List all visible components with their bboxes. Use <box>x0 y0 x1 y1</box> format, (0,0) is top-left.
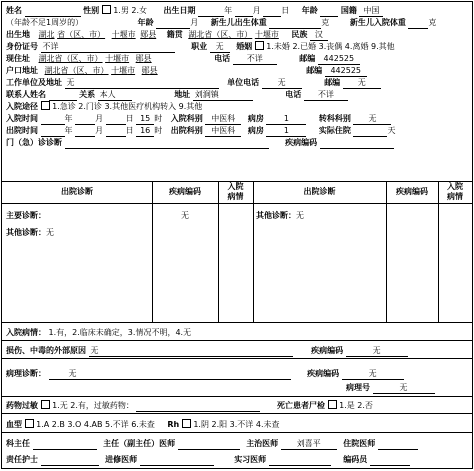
relation-label: 关系 <box>79 90 96 99</box>
divider <box>2 396 472 397</box>
contact-name-field[interactable] <box>49 89 77 101</box>
injury-cause-value[interactable]: 无 <box>89 345 293 357</box>
row-signatures-1 <box>2 438 472 450</box>
sex-checkbox[interactable] <box>102 5 111 14</box>
discharge-dept-label: 出院科别 <box>170 126 203 135</box>
discharge-hour-unit: 时 <box>154 126 163 135</box>
transfer-dept-value[interactable]: 无 <box>353 113 391 125</box>
table-col-divider <box>386 181 387 323</box>
chief-physician-field[interactable] <box>178 438 240 450</box>
dept-director-field[interactable] <box>33 438 97 450</box>
discharge-month-field[interactable] <box>75 125 95 137</box>
table-col-divider <box>218 181 219 323</box>
table-col-divider <box>253 181 254 323</box>
birthplace-city-unit: 市 <box>127 30 136 39</box>
admit-month-field[interactable] <box>75 113 95 125</box>
age-field[interactable] <box>320 5 338 17</box>
rh-checkbox[interactable] <box>182 419 191 428</box>
admission-route-label: 入院途径 <box>6 102 38 111</box>
pathology-label: 病理诊断： <box>6 369 46 378</box>
autopsy-label: 死亡患者尸检 <box>277 401 325 410</box>
nurse-field[interactable] <box>41 454 99 466</box>
sex-label: 性别 <box>83 6 100 15</box>
row-drug-allergy <box>2 400 472 412</box>
discharge-hour-value[interactable]: 16 <box>136 125 154 137</box>
hukou-province[interactable]: 湖北 <box>44 66 61 75</box>
discharge-dept-value[interactable]: 中医科 <box>205 125 241 137</box>
dob-month-field[interactable] <box>235 5 253 17</box>
dob-label: 出生日期 <box>163 6 196 15</box>
row-current-address <box>2 53 472 65</box>
header-condition-left <box>218 182 253 202</box>
drug-allergy-label: 药物过敏 <box>6 401 38 410</box>
hukou-zip-label: 邮编 <box>306 66 323 75</box>
occupation-value[interactable]: 无 <box>210 41 230 53</box>
row-work-unit <box>2 77 472 89</box>
contact-address-label: 地址 <box>174 90 191 99</box>
header-condition-line1: 入院 <box>227 182 244 191</box>
row-contact <box>2 89 472 101</box>
marital-checkbox[interactable] <box>255 41 264 50</box>
rh-options: 1.阴 2.阳 3.不详 4.未查 <box>193 420 280 429</box>
clinic-diagnosis-label: 门（急）诊诊断 <box>6 138 62 147</box>
dob-month-unit: 月 <box>252 6 261 15</box>
admission-route-options: 1.急诊 2.门诊 3.其他医疗机构转入 9.其他 <box>52 102 203 111</box>
transfer-dept-label: 转科科别 <box>318 114 351 123</box>
dob-year-field[interactable] <box>198 5 224 17</box>
row-clinic-diagnosis <box>2 137 472 149</box>
injury-cause-label: 损伤、中毒的外部原因 <box>6 346 86 355</box>
divider <box>2 413 472 414</box>
birthplace-county-unit: 县 <box>148 30 157 39</box>
clinic-code-field[interactable] <box>320 137 394 149</box>
admit-year-unit: 年 <box>64 114 73 123</box>
header-condition-line2: 病情 <box>227 192 244 201</box>
residence-city-unit: 市 <box>121 54 130 63</box>
infant-age-label: 年龄 <box>137 18 154 27</box>
attending-physician-label: 主治医师 <box>246 439 279 448</box>
residence-zip-value[interactable]: 442525 <box>318 53 360 65</box>
resident-physician-label: 住院医师 <box>343 439 376 448</box>
admit-month-unit: 月 <box>95 114 104 123</box>
clinic-code-label: 疾病编码 <box>285 138 318 147</box>
drug-allergy-checkbox[interactable] <box>41 400 50 409</box>
discharge-diagnosis-table <box>2 181 472 323</box>
admit-year-field[interactable] <box>41 113 65 125</box>
native-city-unit: 市 <box>270 30 279 39</box>
chief-physician-label: 主任（副主任）医师 <box>103 439 176 448</box>
birthplace-province[interactable]: 湖北 <box>38 30 55 39</box>
row-pathology <box>2 368 472 380</box>
occupation-label: 职业 <box>191 42 208 51</box>
discharge-month-unit: 月 <box>95 126 104 135</box>
stay-days-field[interactable] <box>353 125 387 137</box>
row-infant-info <box>2 17 472 29</box>
admission-dept-label: 入院科别 <box>170 114 203 123</box>
residence-province[interactable]: 湖北 <box>38 54 55 63</box>
hukou-zip-value[interactable]: 442525 <box>325 65 367 77</box>
discharge-day-field[interactable] <box>106 125 126 137</box>
admit-day-field[interactable] <box>106 113 126 125</box>
nationality-value[interactable]: 中国 <box>359 5 383 17</box>
infant-month-unit: 月 <box>190 18 199 27</box>
work-unit-label: 工作单位及地址 <box>6 78 62 87</box>
row-admission-route <box>2 101 472 112</box>
native-place-label: 籍贯 <box>166 30 183 39</box>
work-zip-value[interactable]: 无 <box>343 77 381 89</box>
discharge-year-unit: 年 <box>64 126 73 135</box>
main-diagnosis-code[interactable]: 无 <box>181 211 189 220</box>
work-unit-value[interactable]: 无 <box>65 77 219 89</box>
pathology-value[interactable]: 无 <box>49 368 291 380</box>
dob-day-unit: 日 <box>281 6 290 15</box>
discharge-time-label: 出院时间 <box>6 126 38 135</box>
id-number-value[interactable]: 不详 <box>41 41 175 53</box>
row-blood-type <box>2 419 472 430</box>
table-col-divider <box>438 181 439 323</box>
coder-label: 编码员 <box>343 455 368 464</box>
admission-time-label: 入院时间 <box>6 114 38 123</box>
discharge-ward-value[interactable]: 1 <box>266 125 306 137</box>
header-condition-line2: 病情 <box>447 192 463 201</box>
discharge-ward-label: 病房 <box>247 126 264 135</box>
row-birthplace <box>2 29 472 41</box>
newborn-weight-field[interactable] <box>269 17 321 29</box>
divider <box>2 358 472 359</box>
other-diagnosis-left-label: 其他诊断： <box>6 228 46 237</box>
nurse-label: 责任护士 <box>6 455 38 464</box>
intern-physician-field[interactable] <box>269 454 331 466</box>
row-pathology-number <box>2 382 472 394</box>
coder-field[interactable] <box>370 454 410 466</box>
birthplace-city[interactable]: 十堰 <box>111 30 128 39</box>
intern-physician-label: 实习医师 <box>234 455 267 464</box>
residence-phone-label: 电话 <box>214 54 231 63</box>
main-diagnosis-label: 主要诊断： <box>6 211 46 220</box>
allergy-drug-field[interactable] <box>136 400 260 412</box>
birthplace-province-unit: 省（区、市） <box>57 30 106 39</box>
birthplace-label: 出生地 <box>6 30 30 39</box>
pathology-number-value[interactable]: 无 <box>373 382 435 394</box>
hukou-province-unit: 省（区、市） <box>60 66 109 75</box>
work-phone-value[interactable]: 无 <box>262 77 302 89</box>
drug-allergy-options: 1.无 2.有，过敏药物： <box>52 401 134 410</box>
dept-director-label: 科主任 <box>6 439 30 448</box>
row-injury-cause <box>2 345 472 357</box>
blood-type-checkbox[interactable] <box>25 419 34 428</box>
infant-note: （年龄不足1周岁的） <box>6 18 84 27</box>
admit-hour-value[interactable]: 15 <box>136 113 154 125</box>
residence-county-unit: 县 <box>143 54 152 63</box>
advanced-physician-label: 进修医师 <box>105 455 138 464</box>
contact-name-label: 联系人姓名 <box>6 90 46 99</box>
pathology-number-label: 病理号 <box>346 383 370 392</box>
discharge-day-unit: 日 <box>125 126 134 135</box>
medical-record-front-page <box>1 1 473 469</box>
header-condition-line1: 入院 <box>447 182 463 191</box>
ethnic-label: 民族 <box>291 30 308 39</box>
newborn-weight-label: 新生儿出生体重 <box>210 18 267 27</box>
header-code-left: 疾病编码 <box>169 187 201 196</box>
other-diagnosis-right-value[interactable]: 无 <box>296 211 304 220</box>
blood-type-label: 血型 <box>6 420 22 429</box>
admit-day-unit: 日 <box>125 114 134 123</box>
row-discharge-time <box>2 125 472 137</box>
admission-ward-value[interactable]: 1 <box>266 113 306 125</box>
row-admission-condition <box>2 327 472 338</box>
contact-phone-label: 电话 <box>285 90 302 99</box>
native-province-unit: 省（区、市） <box>204 30 253 39</box>
nationality-label: 国籍 <box>340 6 357 15</box>
admission-route-checkbox[interactable] <box>41 101 50 110</box>
newborn-weight-unit: 克 <box>321 18 330 27</box>
infant-age-field[interactable] <box>156 17 190 29</box>
id-number-label: 身份证号 <box>6 42 38 51</box>
work-zip-label: 邮编 <box>324 78 341 87</box>
native-city[interactable]: 十堰 <box>254 30 271 39</box>
advanced-physician-field[interactable] <box>140 454 214 466</box>
marital-label: 婚姻 <box>236 42 253 51</box>
relation-value[interactable]: 本人 <box>98 89 132 101</box>
row-basic-info <box>2 5 472 17</box>
header-discharge-dx-left: 出院诊断 <box>61 187 93 196</box>
row-signatures-2 <box>2 454 472 466</box>
residence-zip-label: 邮编 <box>299 54 316 63</box>
other-diagnosis-right-label: 其他诊断： <box>256 211 296 220</box>
dob-day-field[interactable] <box>263 5 281 17</box>
admission-condition-options: 1.有，2.临床未确定，3.情况不明，4.无 <box>48 328 192 337</box>
header-discharge-dx-right: 出院诊断 <box>303 187 336 196</box>
divider <box>2 432 472 433</box>
dob-year-unit: 年 <box>224 6 233 15</box>
divider <box>2 340 472 341</box>
marital-options: 1.未婚 2.已婚 3.丧偶 4.离婚 9.其他 <box>266 42 395 51</box>
residence-label: 现住址 <box>6 54 30 63</box>
name-field[interactable] <box>25 5 81 17</box>
newborn-admit-weight-unit: 克 <box>428 18 437 27</box>
residence-phone-value[interactable]: 不详 <box>233 53 277 65</box>
row-hukou-address <box>2 65 472 77</box>
birthplace-county[interactable]: 郧 <box>140 30 149 39</box>
newborn-admit-weight-label: 新生儿入院体重 <box>349 18 406 27</box>
autopsy-options: 1.是 2.否 <box>339 401 373 410</box>
blood-type-options: 1.A 2.B 3.O 4.AB 5.不详 6.未查 <box>36 420 155 429</box>
discharge-year-field[interactable] <box>41 125 65 137</box>
ethnic-value[interactable]: 汉 <box>310 29 328 41</box>
header-condition-right <box>438 182 472 202</box>
row-id-occupation <box>2 41 472 53</box>
sex-options: 1.男 2.女 <box>113 6 147 15</box>
residence-county[interactable]: 郧 <box>135 54 144 63</box>
contact-phone-value[interactable]: 不详 <box>304 89 348 101</box>
residence-province-unit: 省（区、市） <box>54 54 103 63</box>
pathology-code-value[interactable]: 无 <box>342 368 404 380</box>
contact-address-value[interactable]: 刘涧镇 <box>193 89 253 101</box>
row-admission-time <box>2 113 472 125</box>
clinic-diagnosis-field[interactable] <box>65 137 269 149</box>
autopsy-checkbox[interactable] <box>328 400 337 409</box>
work-phone-label: 单位电话 <box>227 78 260 87</box>
other-diagnosis-left <box>6 228 54 238</box>
header-code-right: 疾病编码 <box>396 187 428 196</box>
admit-hour-unit: 时 <box>154 114 163 123</box>
injury-code-label: 疾病编码 <box>311 346 344 355</box>
other-diagnosis-right <box>256 211 304 221</box>
rh-label: Rh <box>167 420 180 429</box>
table-header-divider <box>2 203 472 204</box>
admission-condition-label: 入院病情： <box>6 328 46 337</box>
admission-ward-label: 病房 <box>247 114 264 123</box>
age-label: 年龄 <box>301 6 318 15</box>
hukou-city-unit: 市 <box>127 66 136 75</box>
residence-city[interactable]: 十堰 <box>105 54 122 63</box>
newborn-admit-weight-field[interactable] <box>408 17 428 29</box>
stay-days-unit: 天 <box>387 126 396 135</box>
name-label: 姓名 <box>6 6 22 15</box>
hukou-label: 户口地址 <box>6 66 38 75</box>
admission-dept-value[interactable]: 中医科 <box>205 113 241 125</box>
hukou-county-unit: 县 <box>149 66 158 75</box>
stay-days-label: 实际住院 <box>318 126 351 135</box>
attending-physician-value[interactable]: 刘喜平 <box>281 438 337 450</box>
other-diagnosis-left-value[interactable]: 无 <box>46 228 54 237</box>
injury-code-value[interactable]: 无 <box>346 345 408 357</box>
hukou-city[interactable]: 十堰 <box>111 66 128 75</box>
pathology-code-label: 疾病编码 <box>307 369 340 378</box>
resident-physician-field[interactable] <box>378 438 418 450</box>
native-province[interactable]: 湖北 <box>188 30 205 39</box>
hukou-county[interactable]: 郧 <box>141 66 150 75</box>
table-col-divider <box>152 181 153 323</box>
table-bottom-border <box>2 322 472 323</box>
